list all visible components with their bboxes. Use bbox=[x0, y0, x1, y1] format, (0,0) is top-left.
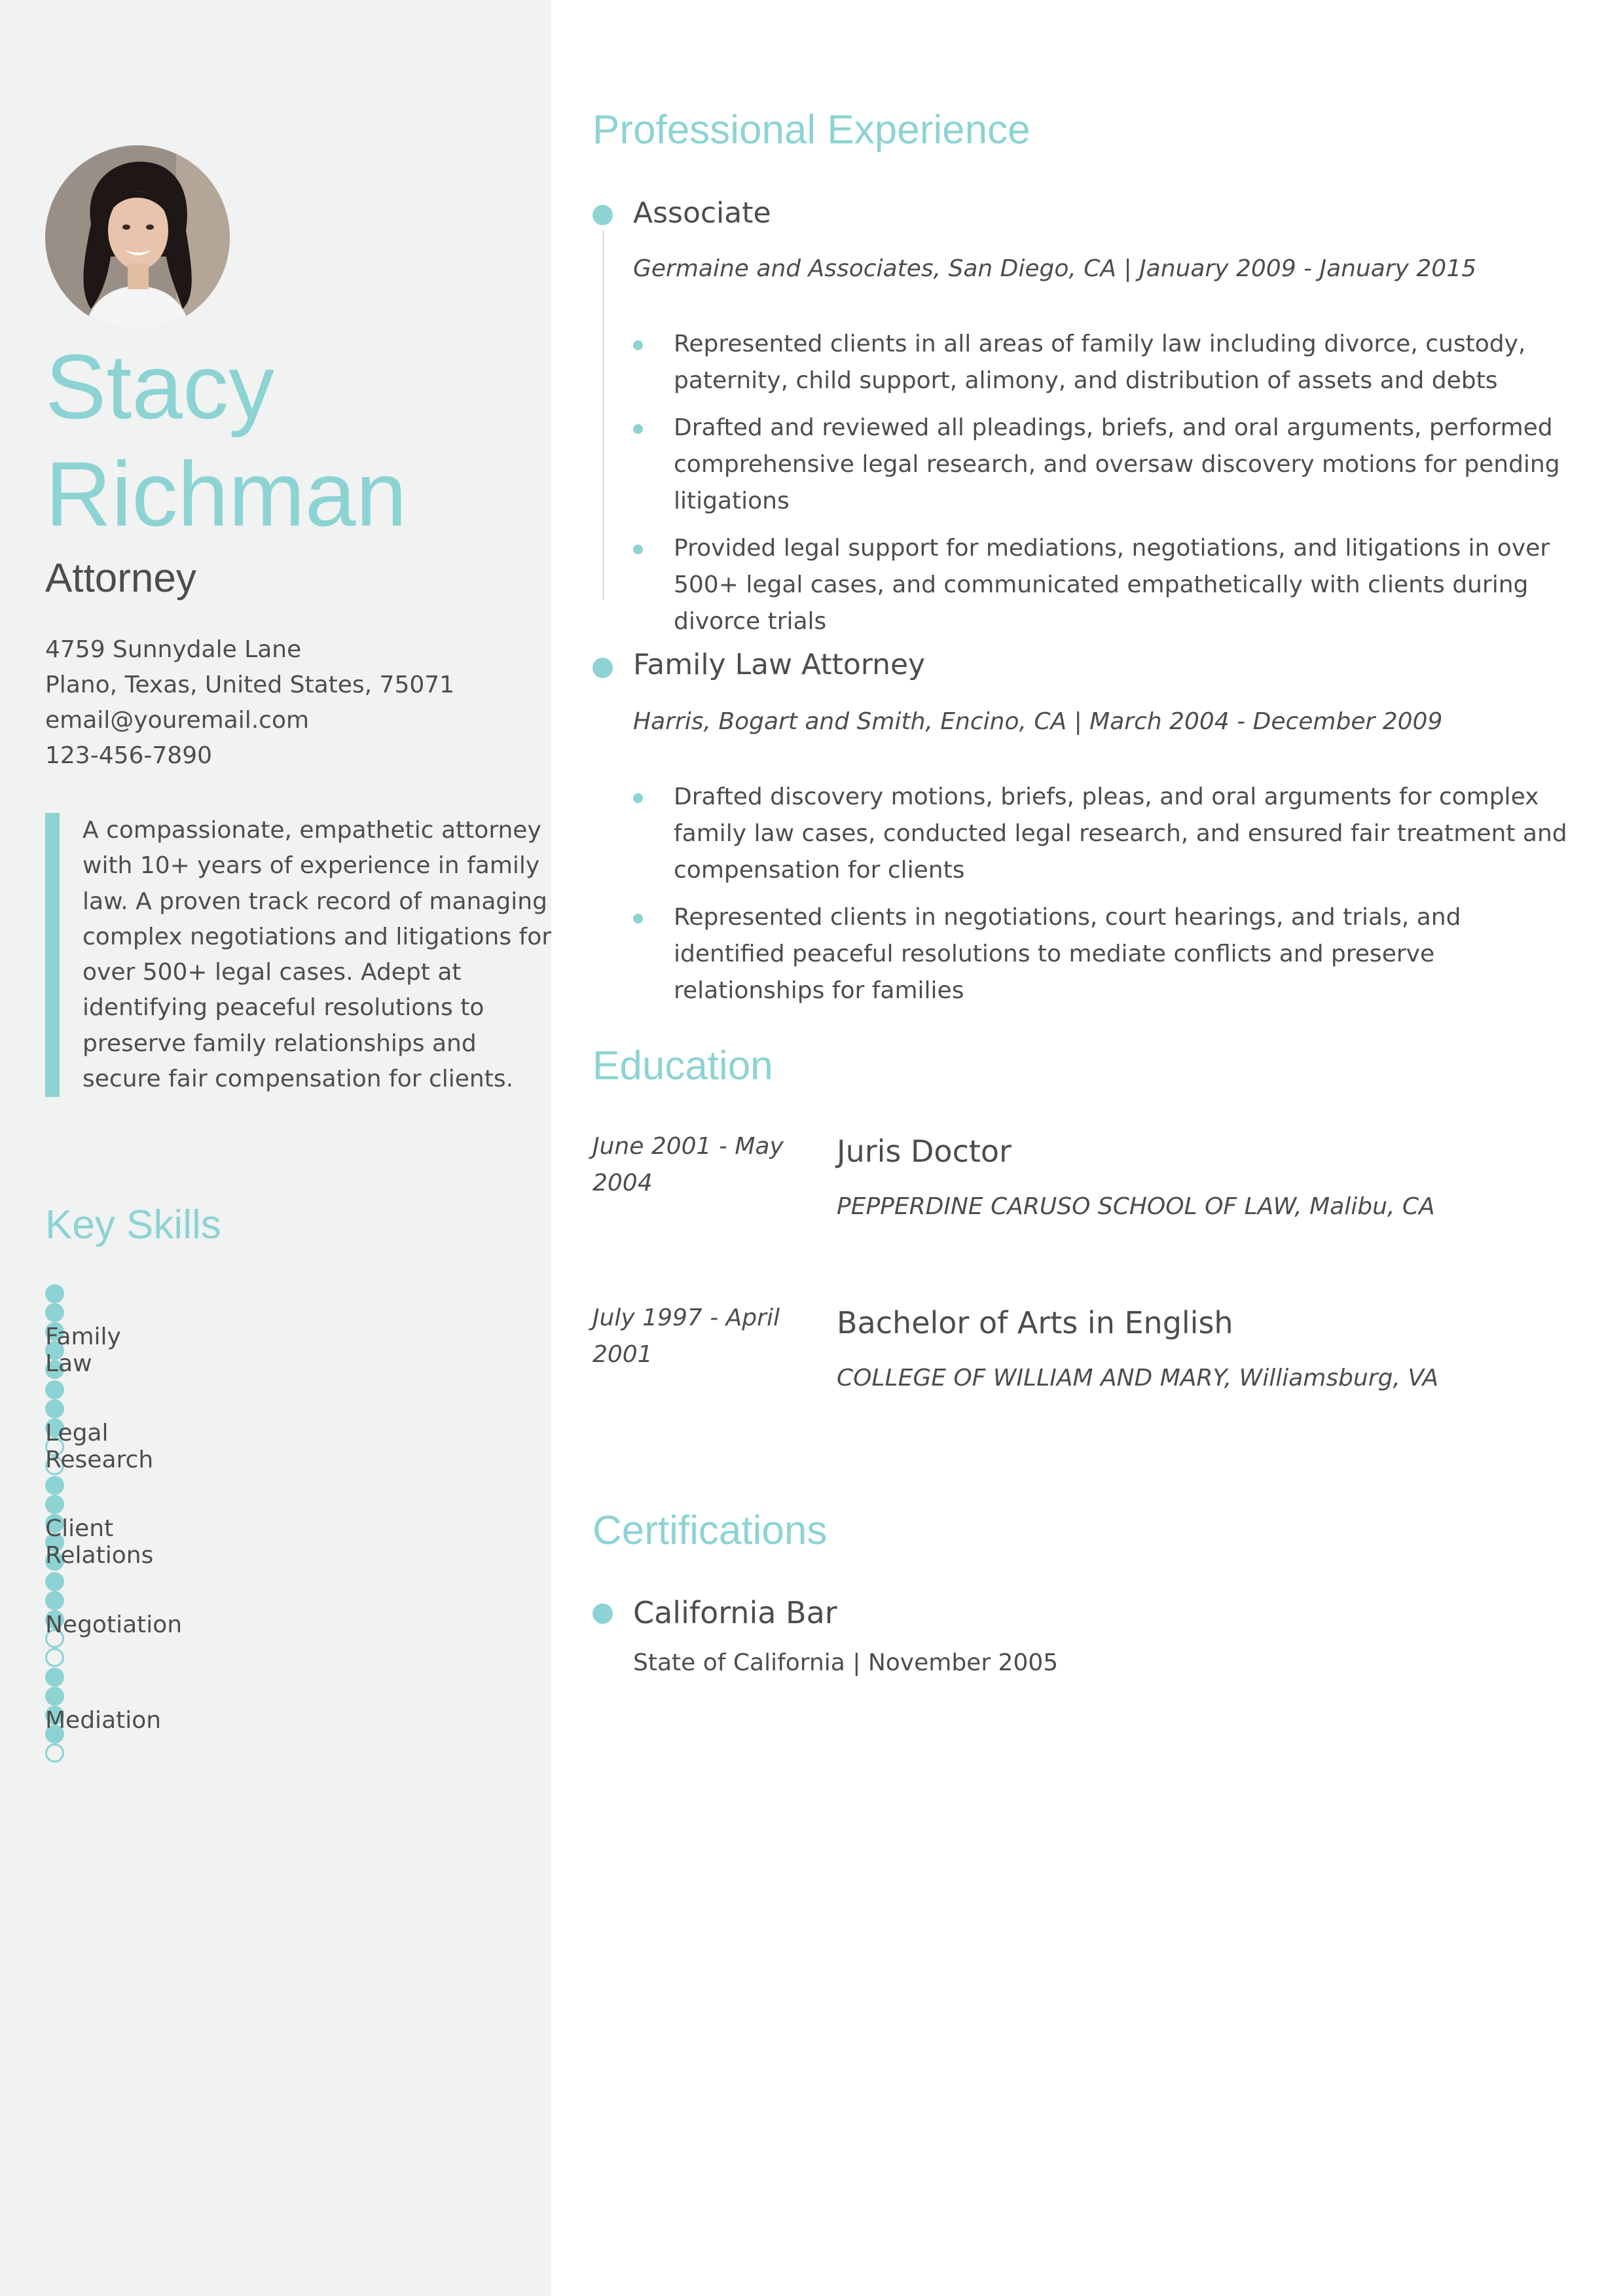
first-name: Stacy bbox=[45, 335, 275, 438]
education-degree: Juris Doctor bbox=[837, 1134, 1012, 1169]
profile-photo bbox=[45, 145, 230, 330]
timeline-marker bbox=[593, 205, 613, 225]
rating-dot-filled bbox=[45, 1399, 64, 1418]
education-dates: June 2001 - May 2004 bbox=[593, 1133, 784, 1196]
experience-heading: Professional Experience bbox=[593, 107, 1030, 152]
skill-name: Legal Research bbox=[45, 1419, 154, 1473]
contact-block bbox=[45, 632, 454, 774]
address-line-1: 4759 Sunnydale Lane bbox=[45, 636, 302, 663]
education-degree: Bachelor of Arts in English bbox=[837, 1305, 1233, 1340]
rating-dot-filled bbox=[45, 1380, 64, 1399]
certification-name: California Bar bbox=[633, 1595, 837, 1630]
rating-dot-filled bbox=[45, 1476, 64, 1495]
rating-dot-empty bbox=[45, 1744, 64, 1763]
job-meta: Harris, Bogart and Smith, Encino, CA | March 2004 - December 2009 bbox=[633, 708, 1443, 735]
skill-name: Mediation bbox=[45, 1707, 162, 1734]
job-bullets bbox=[633, 326, 1569, 651]
list-item: Drafted discovery motions, briefs, pleas, and oral arguments for complex family law cases, conducted legal research, and ensured fair treatment and compensation for clients bbox=[633, 779, 1569, 889]
summary: A compassionate, empathetic attorney with 10+ years of experience in family law. A proven track record of managing complex negotiations and litigations for over 500+ legal cases. Adept at identifying peaceful resolutions to preserve family relationships and secure fair compensation for clients. bbox=[45, 813, 554, 1097]
rating-dot-filled bbox=[45, 1572, 64, 1591]
list-item: Drafted and reviewed all pleadings, briefs, and oral arguments, performed comprehensive legal research, and oversaw discovery motions for pending litigations bbox=[633, 410, 1569, 520]
rating-dot-empty bbox=[45, 1648, 64, 1667]
rating-dot-filled bbox=[45, 1303, 64, 1322]
timeline-marker bbox=[593, 1604, 613, 1624]
rating-dot-filled bbox=[45, 1668, 64, 1687]
phone[interactable]: 123-456-7890 bbox=[45, 742, 213, 769]
job-bullets bbox=[633, 779, 1569, 1020]
sidebar bbox=[0, 0, 551, 2296]
education-school: PEPPERDINE CARUSO SCHOOL OF LAW, Malibu, CA bbox=[837, 1193, 1435, 1220]
portrait-illustration bbox=[45, 145, 230, 330]
education-dates: July 1997 - April 2001 bbox=[593, 1304, 780, 1368]
timeline-line bbox=[602, 230, 604, 600]
last-name: Richman bbox=[45, 442, 407, 545]
skills-heading: Key Skills bbox=[45, 1202, 221, 1247]
skill-name: Family Law bbox=[45, 1323, 121, 1377]
certification-meta: State of California | November 2005 bbox=[633, 1649, 1059, 1676]
list-item: Represented clients in all areas of family law including divorce, custody, paternity, child support, alimony, and distribution of assets and debts bbox=[633, 326, 1569, 399]
timeline-marker bbox=[593, 658, 613, 678]
rating-dot-filled bbox=[45, 1591, 64, 1610]
skill-rating bbox=[45, 1380, 79, 1401]
skill-rating bbox=[45, 1572, 79, 1593]
skill-rating bbox=[45, 1284, 79, 1305]
list-item: Provided legal support for mediations, negotiations, and litigations in over 500+ legal cases, and communicated empathetically with clients during divorce trials bbox=[633, 530, 1569, 640]
skill-name: Negotiation bbox=[45, 1611, 183, 1638]
rating-dot-filled bbox=[45, 1495, 64, 1514]
address-line-2: Plano, Texas, United States, 75071 bbox=[45, 672, 455, 698]
rating-dot-filled bbox=[45, 1687, 64, 1706]
list-item: Represented clients in negotiations, court hearings, and trials, and identified peaceful resolutions to mediate conflicts and preserve relationships for families bbox=[633, 899, 1569, 1009]
certifications-heading: Certifications bbox=[593, 1508, 828, 1553]
skill-name: Client Relations bbox=[45, 1515, 154, 1569]
job-meta: Germaine and Associates, San Diego, CA | January 2009 - January 2015 bbox=[633, 255, 1477, 282]
skill-rating bbox=[45, 1476, 79, 1497]
education-heading: Education bbox=[593, 1043, 773, 1088]
job-title: Family Law Attorney bbox=[633, 648, 926, 681]
rating-dot-filled bbox=[45, 1284, 64, 1303]
email[interactable]: email@youremail.com bbox=[45, 707, 310, 734]
education-school: COLLEGE OF WILLIAM AND MARY, Williamsburg, VA bbox=[837, 1365, 1439, 1391]
job-title-heading: Attorney bbox=[45, 556, 196, 601]
job-title: Associate bbox=[633, 196, 771, 230]
skill-rating bbox=[45, 1668, 79, 1689]
